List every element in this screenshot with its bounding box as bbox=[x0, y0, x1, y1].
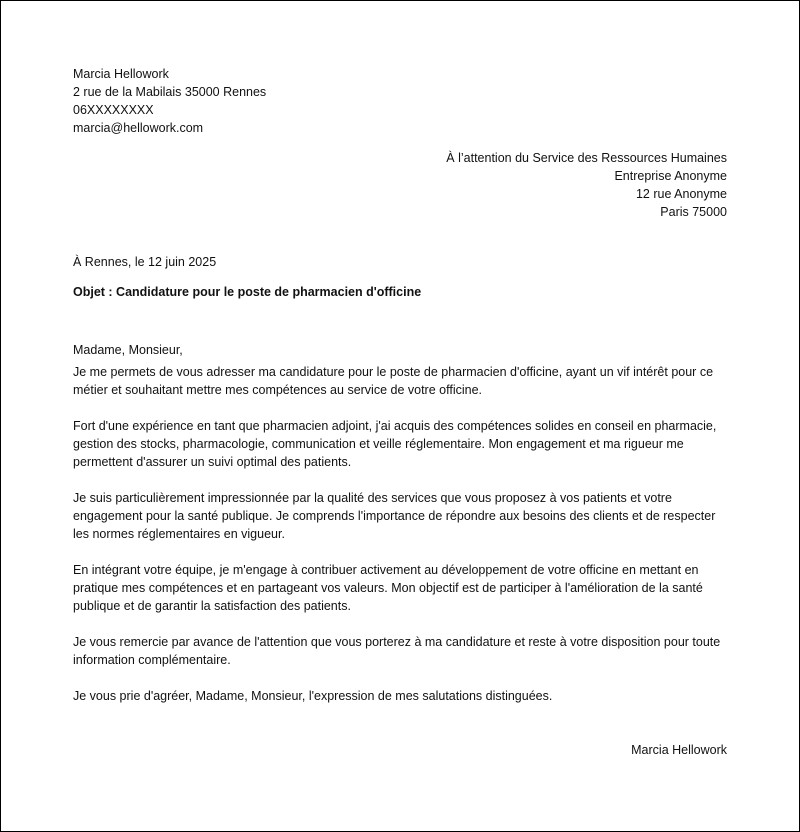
sender-address: 2 rue de la Mabilais 35000 Rennes bbox=[73, 85, 267, 99]
letter-salutation: Madame, Monsieur, bbox=[73, 343, 183, 357]
sender-name: Marcia Hellowork bbox=[73, 67, 169, 81]
recipient-company: Entreprise Anonyme bbox=[614, 169, 727, 183]
recipient-city: Paris 75000 bbox=[660, 205, 727, 219]
body-paragraph: Fort d'une expérience en tant que pharmacien adjoint, j'ai acquis des compétences solides en conseil en pharmacie, gestion des stocks, pharmacologie, communication et veille réglementaire. Mon engagement et ma rigueur me permettent d'assurer un suivi optimal des patients. bbox=[73, 419, 717, 469]
recipient-attention: À l’attention du Service des Ressources Humaines bbox=[446, 151, 727, 165]
body-paragraph: En intégrant votre équipe, je m'engage à contribuer activement au développement de votre officine en mettant en pratique mes compétences et en partageant vos valeurs. Mon objectif est de participer à l'amélioration de la santé publique et de garantir la satisfaction des patients. bbox=[73, 563, 703, 613]
letter-signature: Marcia Hellowork bbox=[631, 743, 727, 757]
recipient-street: 12 rue Anonyme bbox=[635, 187, 727, 201]
sender-phone: 06XXXXXXXX bbox=[73, 103, 154, 117]
body-paragraph: Je suis particulièrement impressionnée par la qualité des services que vous proposez à vos patients et votre engagement pour la santé publique. Je comprends l'importance de répondre aux besoins des clients et de respecter les normes réglementaires en vigueur. bbox=[73, 491, 716, 541]
body-paragraph: Je me permets de vous adresser ma candidature pour le poste de pharmacien d'officine, ayant un vif intérêt pour ce métier et souhaitant mettre mes compétences au service de votre officine. bbox=[73, 365, 714, 397]
recipient-block bbox=[73, 149, 727, 221]
letter-content bbox=[73, 65, 727, 759]
closing-paragraph: Je vous prie d'agréer, Madame, Monsieur, l'expression de mes salutations distinguées. bbox=[73, 689, 553, 703]
sender-email: marcia@hellowork.com bbox=[73, 121, 204, 135]
letter-subject: Objet : Candidature pour le poste de pharmacien d'officine bbox=[73, 285, 422, 299]
sender-block bbox=[73, 65, 727, 137]
body-paragraph: Je vous remercie par avance de l'attention que vous porterez à ma candidature et reste à votre disposition pour toute information complémentaire. bbox=[73, 635, 721, 667]
letter-date: À Rennes, le 12 juin 2025 bbox=[73, 255, 217, 269]
